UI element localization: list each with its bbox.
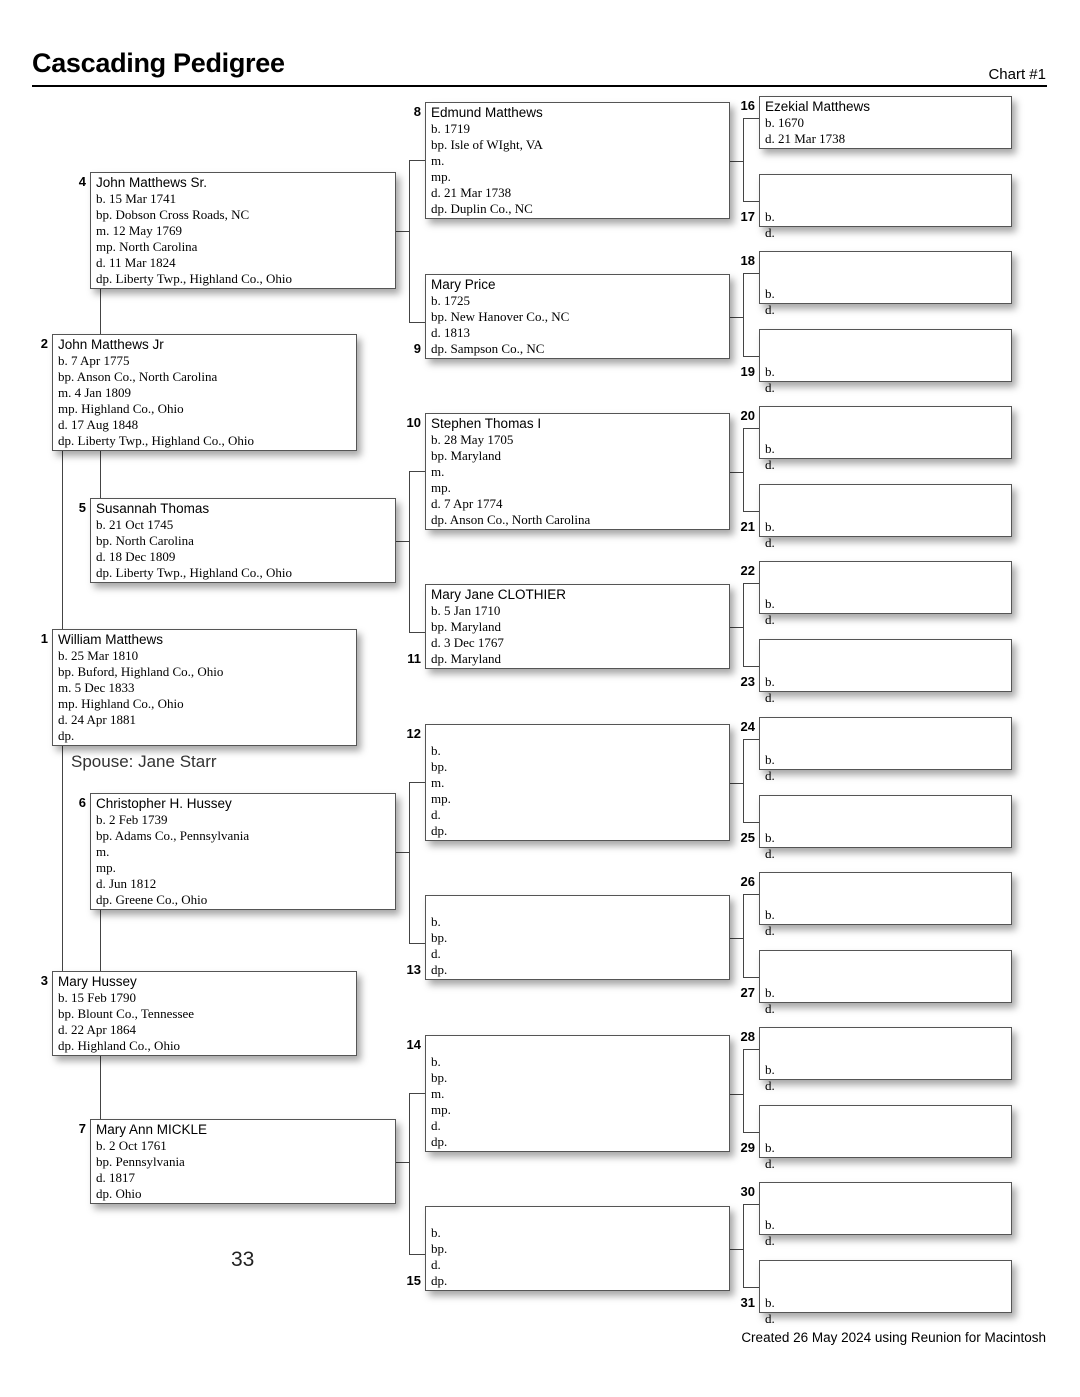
person-fact: m. 5 Dec 1833	[58, 680, 135, 695]
person-name	[765, 502, 1011, 519]
ahnentafel-number: 9	[413, 341, 421, 356]
person-box-31[interactable]	[759, 1260, 1012, 1326]
person-fact: b.	[765, 1140, 775, 1155]
person-fact: mp.	[96, 860, 116, 875]
person-box-1[interactable]	[52, 629, 357, 746]
person-box-13[interactable]	[425, 895, 730, 980]
person-fact: bp. North Carolina	[96, 533, 194, 548]
ahnentafel-number: 2	[40, 336, 48, 351]
connector-line	[730, 472, 744, 473]
connector-line	[743, 739, 744, 822]
person-fact: bp. Dobson Cross Roads, NC	[96, 207, 250, 222]
connector-line	[396, 541, 410, 542]
ahnentafel-number: 22	[740, 563, 755, 578]
ahnentafel-number: 11	[407, 651, 421, 666]
connector-line	[743, 356, 759, 357]
person-fact: d.	[765, 1001, 775, 1016]
person-fact: d. 1817	[96, 1170, 135, 1185]
connector-line	[100, 289, 101, 334]
ahnentafel-number: 10	[406, 415, 421, 430]
person-fact: bp. Blount Co., Tennessee	[58, 1006, 195, 1021]
person-fact: d. 18 Dec 1809	[96, 549, 176, 564]
person-name	[765, 424, 1011, 441]
person-name	[765, 735, 1011, 752]
person-fact: dp. Liberty Twp., Highland Co., Ohio	[96, 565, 293, 580]
connector-line	[730, 161, 744, 162]
person-fact: d.	[765, 923, 775, 938]
person-fact: d. 21 Mar 1738	[765, 131, 846, 146]
ahnentafel-number: 28	[740, 1029, 755, 1044]
person-name: Christopher H. Hussey	[96, 796, 232, 811]
person-name: Stephen Thomas I	[431, 416, 542, 431]
connector-line	[730, 1249, 744, 1250]
person-fact: d. 3 Dec 1767	[431, 635, 504, 650]
connector-line	[730, 938, 744, 939]
person-name: Edmund Matthews	[431, 105, 543, 120]
person-name	[765, 968, 1011, 985]
person-box-17[interactable]	[759, 174, 1012, 240]
person-box-11[interactable]	[425, 584, 730, 669]
person-fact: b.	[765, 674, 775, 689]
person-name	[431, 726, 729, 743]
person-name: Mary Hussey	[58, 974, 137, 989]
chart-title: Cascading Pedigree	[32, 48, 285, 78]
connector-line	[409, 1254, 425, 1255]
spouse-label: Spouse: Jane Starr	[71, 752, 217, 771]
person-box-21[interactable]	[759, 484, 1012, 550]
person-name	[431, 1037, 729, 1054]
connector-line	[409, 1093, 425, 1094]
person-fact: b.	[431, 914, 441, 929]
connector-line	[743, 739, 759, 740]
person-fact: b. 28 May 1705	[431, 432, 514, 447]
ahnentafel-number: 31	[740, 1295, 755, 1310]
ahnentafel-number: 4	[78, 174, 86, 189]
person-fact: d.	[765, 690, 775, 705]
person-name: William Matthews	[58, 632, 164, 647]
connector-line	[743, 666, 759, 667]
person-fact: b.	[765, 364, 775, 379]
person-name	[765, 1278, 1011, 1295]
ahnentafel-number: 16	[740, 98, 755, 113]
person-box-22[interactable]	[759, 561, 1012, 627]
person-fact: bp. Adams Co., Pennsylvania	[96, 828, 250, 843]
person-fact: b. 5 Jan 1710	[431, 603, 501, 618]
person-name	[765, 347, 1011, 364]
ahnentafel-number: 6	[78, 795, 86, 810]
person-fact: d. 7 Apr 1774	[431, 496, 503, 511]
connector-line	[409, 322, 425, 323]
person-name: Mary Jane CLOTHIER	[431, 587, 567, 602]
person-fact: d.	[431, 1257, 441, 1272]
connector-line	[100, 451, 101, 498]
connector-line	[409, 782, 410, 943]
ahnentafel-number: 20	[740, 408, 755, 423]
person-fact: dp. Maryland	[431, 651, 502, 666]
person-fact: b. 21 Oct 1745	[96, 517, 174, 532]
person-fact: d. 22 Apr 1864	[58, 1022, 136, 1037]
person-fact: mp.	[431, 169, 451, 184]
ahnentafel-number: 19	[740, 364, 755, 379]
connector-line	[743, 583, 744, 666]
connector-line	[743, 428, 759, 429]
person-fact: mp. Highland Co., Ohio	[58, 696, 184, 711]
person-fact: bp. Isle of WIght, VA	[431, 137, 543, 152]
connector-line	[743, 1049, 744, 1132]
person-fact: b.	[765, 1217, 775, 1232]
person-box-9[interactable]	[425, 274, 730, 359]
ahnentafel-number: 8	[413, 104, 421, 119]
ahnentafel-number: 30	[740, 1184, 755, 1199]
person-fact: d. 17 Aug 1848	[58, 417, 139, 432]
person-name	[765, 813, 1011, 830]
person-box-18[interactable]	[759, 251, 1012, 317]
person-name	[765, 657, 1011, 674]
person-fact: d.	[765, 457, 775, 472]
person-fact: m.	[431, 464, 445, 479]
person-fact: b.	[765, 209, 775, 224]
person-fact: bp.	[431, 1241, 448, 1256]
person-fact: d. Jun 1812	[96, 876, 157, 891]
chart-number: Chart #1	[988, 66, 1046, 83]
ahnentafel-number: 17	[740, 209, 755, 224]
connector-line	[743, 894, 744, 977]
connector-line	[730, 317, 744, 318]
person-name	[765, 1123, 1011, 1140]
person-box-10[interactable]	[425, 413, 730, 530]
ahnentafel-number: 3	[40, 973, 48, 988]
person-fact: dp.	[58, 728, 75, 743]
person-fact: dp. Sampson Co., NC	[431, 341, 545, 356]
connector-line	[743, 118, 759, 119]
person-fact: mp.	[431, 791, 451, 806]
person-box-4[interactable]	[90, 172, 396, 289]
person-box-26[interactable]	[759, 872, 1012, 938]
ahnentafel-number: 27	[740, 985, 755, 1000]
person-fact: b. 2 Feb 1739	[96, 812, 168, 827]
connector-line	[743, 1049, 759, 1050]
connector-line	[62, 451, 63, 629]
person-fact: d.	[765, 1156, 775, 1171]
person-fact: dp.	[431, 1273, 448, 1288]
person-box-23[interactable]	[759, 639, 1012, 705]
person-fact: bp.	[431, 759, 448, 774]
person-fact: b. 2 Oct 1761	[96, 1138, 167, 1153]
connector-line	[409, 471, 410, 632]
person-fact: b.	[765, 752, 775, 767]
person-fact: dp.	[431, 962, 448, 977]
person-fact: d.	[765, 768, 775, 783]
person-box-24[interactable]	[759, 717, 1012, 783]
connector-line	[743, 822, 759, 823]
person-fact: b.	[765, 596, 775, 611]
person-fact: d.	[765, 302, 775, 317]
person-fact: bp. Anson Co., North Carolina	[58, 369, 218, 384]
connector-line	[396, 852, 410, 853]
ahnentafel-number: 26	[740, 874, 755, 889]
connector-line	[743, 273, 759, 274]
person-box-16[interactable]	[759, 96, 1012, 149]
connector-line	[743, 273, 744, 356]
person-fact: d. 24 Apr 1881	[58, 712, 136, 727]
person-box-8[interactable]	[425, 102, 730, 219]
connector-line	[100, 910, 101, 971]
person-name	[765, 579, 1011, 596]
person-fact: dp. Liberty Twp., Highland Co., Ohio	[96, 271, 293, 286]
person-fact: dp.	[431, 1134, 448, 1149]
person-name	[765, 1200, 1011, 1217]
person-fact: dp.	[431, 823, 448, 838]
person-fact: d.	[765, 612, 775, 627]
person-fact: dp. Ohio	[96, 1186, 142, 1201]
person-fact: bp.	[431, 1070, 448, 1085]
person-box-30[interactable]	[759, 1182, 1012, 1248]
connector-line	[409, 1093, 410, 1254]
person-fact: d.	[765, 535, 775, 550]
connector-line	[743, 428, 744, 511]
person-fact: mp.	[431, 1102, 451, 1117]
connector-line	[100, 1056, 101, 1119]
person-fact: d.	[765, 846, 775, 861]
person-fact: dp. Liberty Twp., Highland Co., Ohio	[58, 433, 255, 448]
person-fact: d.	[431, 1118, 441, 1133]
person-fact: bp. Pennsylvania	[96, 1154, 185, 1169]
ahnentafel-number: 18	[740, 253, 755, 268]
connector-line	[730, 783, 744, 784]
person-fact: d.	[765, 1233, 775, 1248]
person-box-3[interactable]	[52, 971, 357, 1056]
person-fact: m. 4 Jan 1809	[58, 385, 131, 400]
person-box-14[interactable]	[425, 1035, 730, 1152]
connector-line	[409, 943, 425, 944]
connector-line	[396, 1162, 410, 1163]
connector-line	[743, 201, 759, 202]
person-name: Mary Price	[431, 277, 496, 292]
person-fact: dp. Highland Co., Ohio	[58, 1038, 181, 1053]
person-box-27[interactable]	[759, 950, 1012, 1016]
connector-line	[743, 1204, 759, 1205]
person-name: John Matthews Sr.	[96, 175, 208, 190]
connector-line	[409, 471, 425, 472]
person-box-29[interactable]	[759, 1105, 1012, 1171]
ahnentafel-number: 7	[78, 1121, 86, 1136]
ahnentafel-number: 23	[740, 674, 755, 689]
person-fact: b.	[765, 441, 775, 456]
person-fact: dp. Duplin Co., NC	[431, 201, 533, 216]
person-fact: b.	[431, 1054, 441, 1069]
connector-line	[743, 894, 759, 895]
person-fact: m.	[431, 1086, 445, 1101]
person-name: Susannah Thomas	[96, 501, 210, 516]
person-name	[765, 269, 1011, 286]
connector-line	[730, 1094, 744, 1095]
connector-line	[409, 782, 425, 783]
person-fact: d.	[765, 380, 775, 395]
person-name: John Matthews Jr	[58, 337, 164, 352]
person-fact: b.	[765, 985, 775, 1000]
connector-line	[409, 632, 425, 633]
person-fact: mp. Highland Co., Ohio	[58, 401, 184, 416]
ahnentafel-number: 25	[740, 830, 755, 845]
person-fact: b. 15 Mar 1741	[96, 191, 177, 206]
person-fact: mp.	[431, 480, 451, 495]
person-fact: b.	[765, 1295, 775, 1310]
person-fact: bp. Maryland	[431, 448, 502, 463]
person-fact: d. 11 Mar 1824	[96, 255, 176, 270]
person-box-6[interactable]	[90, 793, 396, 910]
person-fact: b. 1725	[431, 293, 470, 308]
ahnentafel-number: 24	[740, 719, 755, 734]
person-box-20[interactable]	[759, 406, 1012, 472]
connector-line	[409, 160, 410, 322]
footer-credit: Created 26 May 2024 using Reunion for Macintosh	[741, 1330, 1046, 1345]
person-box-12[interactable]	[425, 724, 730, 841]
person-fact: b.	[765, 519, 775, 534]
person-fact: m.	[431, 153, 445, 168]
person-fact: bp. Buford, Highland Co., Ohio	[58, 664, 224, 679]
person-fact: b.	[765, 286, 775, 301]
person-fact: dp. Greene Co., Ohio	[96, 892, 208, 907]
person-name	[765, 1045, 1011, 1062]
ahnentafel-number: 14	[406, 1037, 421, 1052]
person-fact: m. 12 May 1769	[96, 223, 182, 238]
connector-line	[730, 627, 744, 628]
person-fact: bp. New Hanover Co., NC	[431, 309, 570, 324]
person-fact: d. 21 Mar 1738	[431, 185, 512, 200]
person-name	[765, 192, 1011, 209]
connector-line	[62, 746, 63, 971]
person-fact: d.	[765, 1311, 775, 1326]
connector-line	[743, 118, 744, 201]
person-fact: d. 1813	[431, 325, 470, 340]
person-name: Mary Ann MICKLE	[96, 1122, 208, 1137]
ahnentafel-number: 13	[406, 962, 421, 977]
ahnentafel-number: 12	[406, 726, 421, 741]
person-box-28[interactable]	[759, 1027, 1012, 1093]
person-fact: b. 25 Mar 1810	[58, 648, 139, 663]
person-fact: bp.	[431, 930, 448, 945]
connector-line	[396, 231, 410, 232]
ahnentafel-number: 29	[740, 1140, 755, 1155]
person-box-5[interactable]	[90, 498, 396, 583]
connector-line	[743, 1204, 744, 1287]
person-box-15[interactable]	[425, 1206, 730, 1291]
connector-line	[743, 583, 759, 584]
person-fact: b.	[765, 830, 775, 845]
connector-line	[743, 1287, 759, 1288]
person-fact: b. 15 Feb 1790	[58, 990, 136, 1005]
page-number: 33	[231, 1248, 255, 1271]
ahnentafel-number: 21	[740, 519, 755, 534]
connector-line	[743, 1132, 759, 1133]
person-fact: d.	[765, 225, 775, 240]
connector-line	[409, 160, 425, 161]
person-name	[765, 890, 1011, 907]
person-box-2[interactable]	[52, 334, 357, 451]
header-rule	[32, 85, 1047, 87]
ahnentafel-number: 5	[78, 500, 86, 515]
person-fact: b. 1719	[431, 121, 470, 136]
person-fact: d.	[765, 1078, 775, 1093]
person-fact: b.	[765, 1062, 775, 1077]
person-box-7[interactable]	[90, 1119, 396, 1204]
connector-line	[743, 511, 759, 512]
person-fact: d.	[431, 807, 441, 822]
person-fact: b.	[431, 743, 441, 758]
person-fact: b.	[431, 1225, 441, 1240]
person-fact: b. 7 Apr 1775	[58, 353, 130, 368]
connector-line	[743, 977, 759, 978]
person-fact: b. 1670	[765, 115, 804, 130]
ahnentafel-number: 15	[406, 1273, 421, 1288]
person-fact: bp. Maryland	[431, 619, 502, 634]
person-fact: dp. Anson Co., North Carolina	[431, 512, 591, 527]
ahnentafel-number: 1	[40, 631, 48, 646]
person-fact: d.	[431, 946, 441, 961]
person-box-19[interactable]	[759, 329, 1012, 395]
person-name	[431, 897, 729, 914]
person-fact: m.	[96, 844, 110, 859]
person-fact: m.	[431, 775, 445, 790]
person-name	[431, 1208, 729, 1225]
person-name: Ezekial Matthews	[765, 99, 871, 114]
person-fact: b.	[765, 907, 775, 922]
person-fact: mp. North Carolina	[96, 239, 198, 254]
person-box-25[interactable]	[759, 795, 1012, 861]
